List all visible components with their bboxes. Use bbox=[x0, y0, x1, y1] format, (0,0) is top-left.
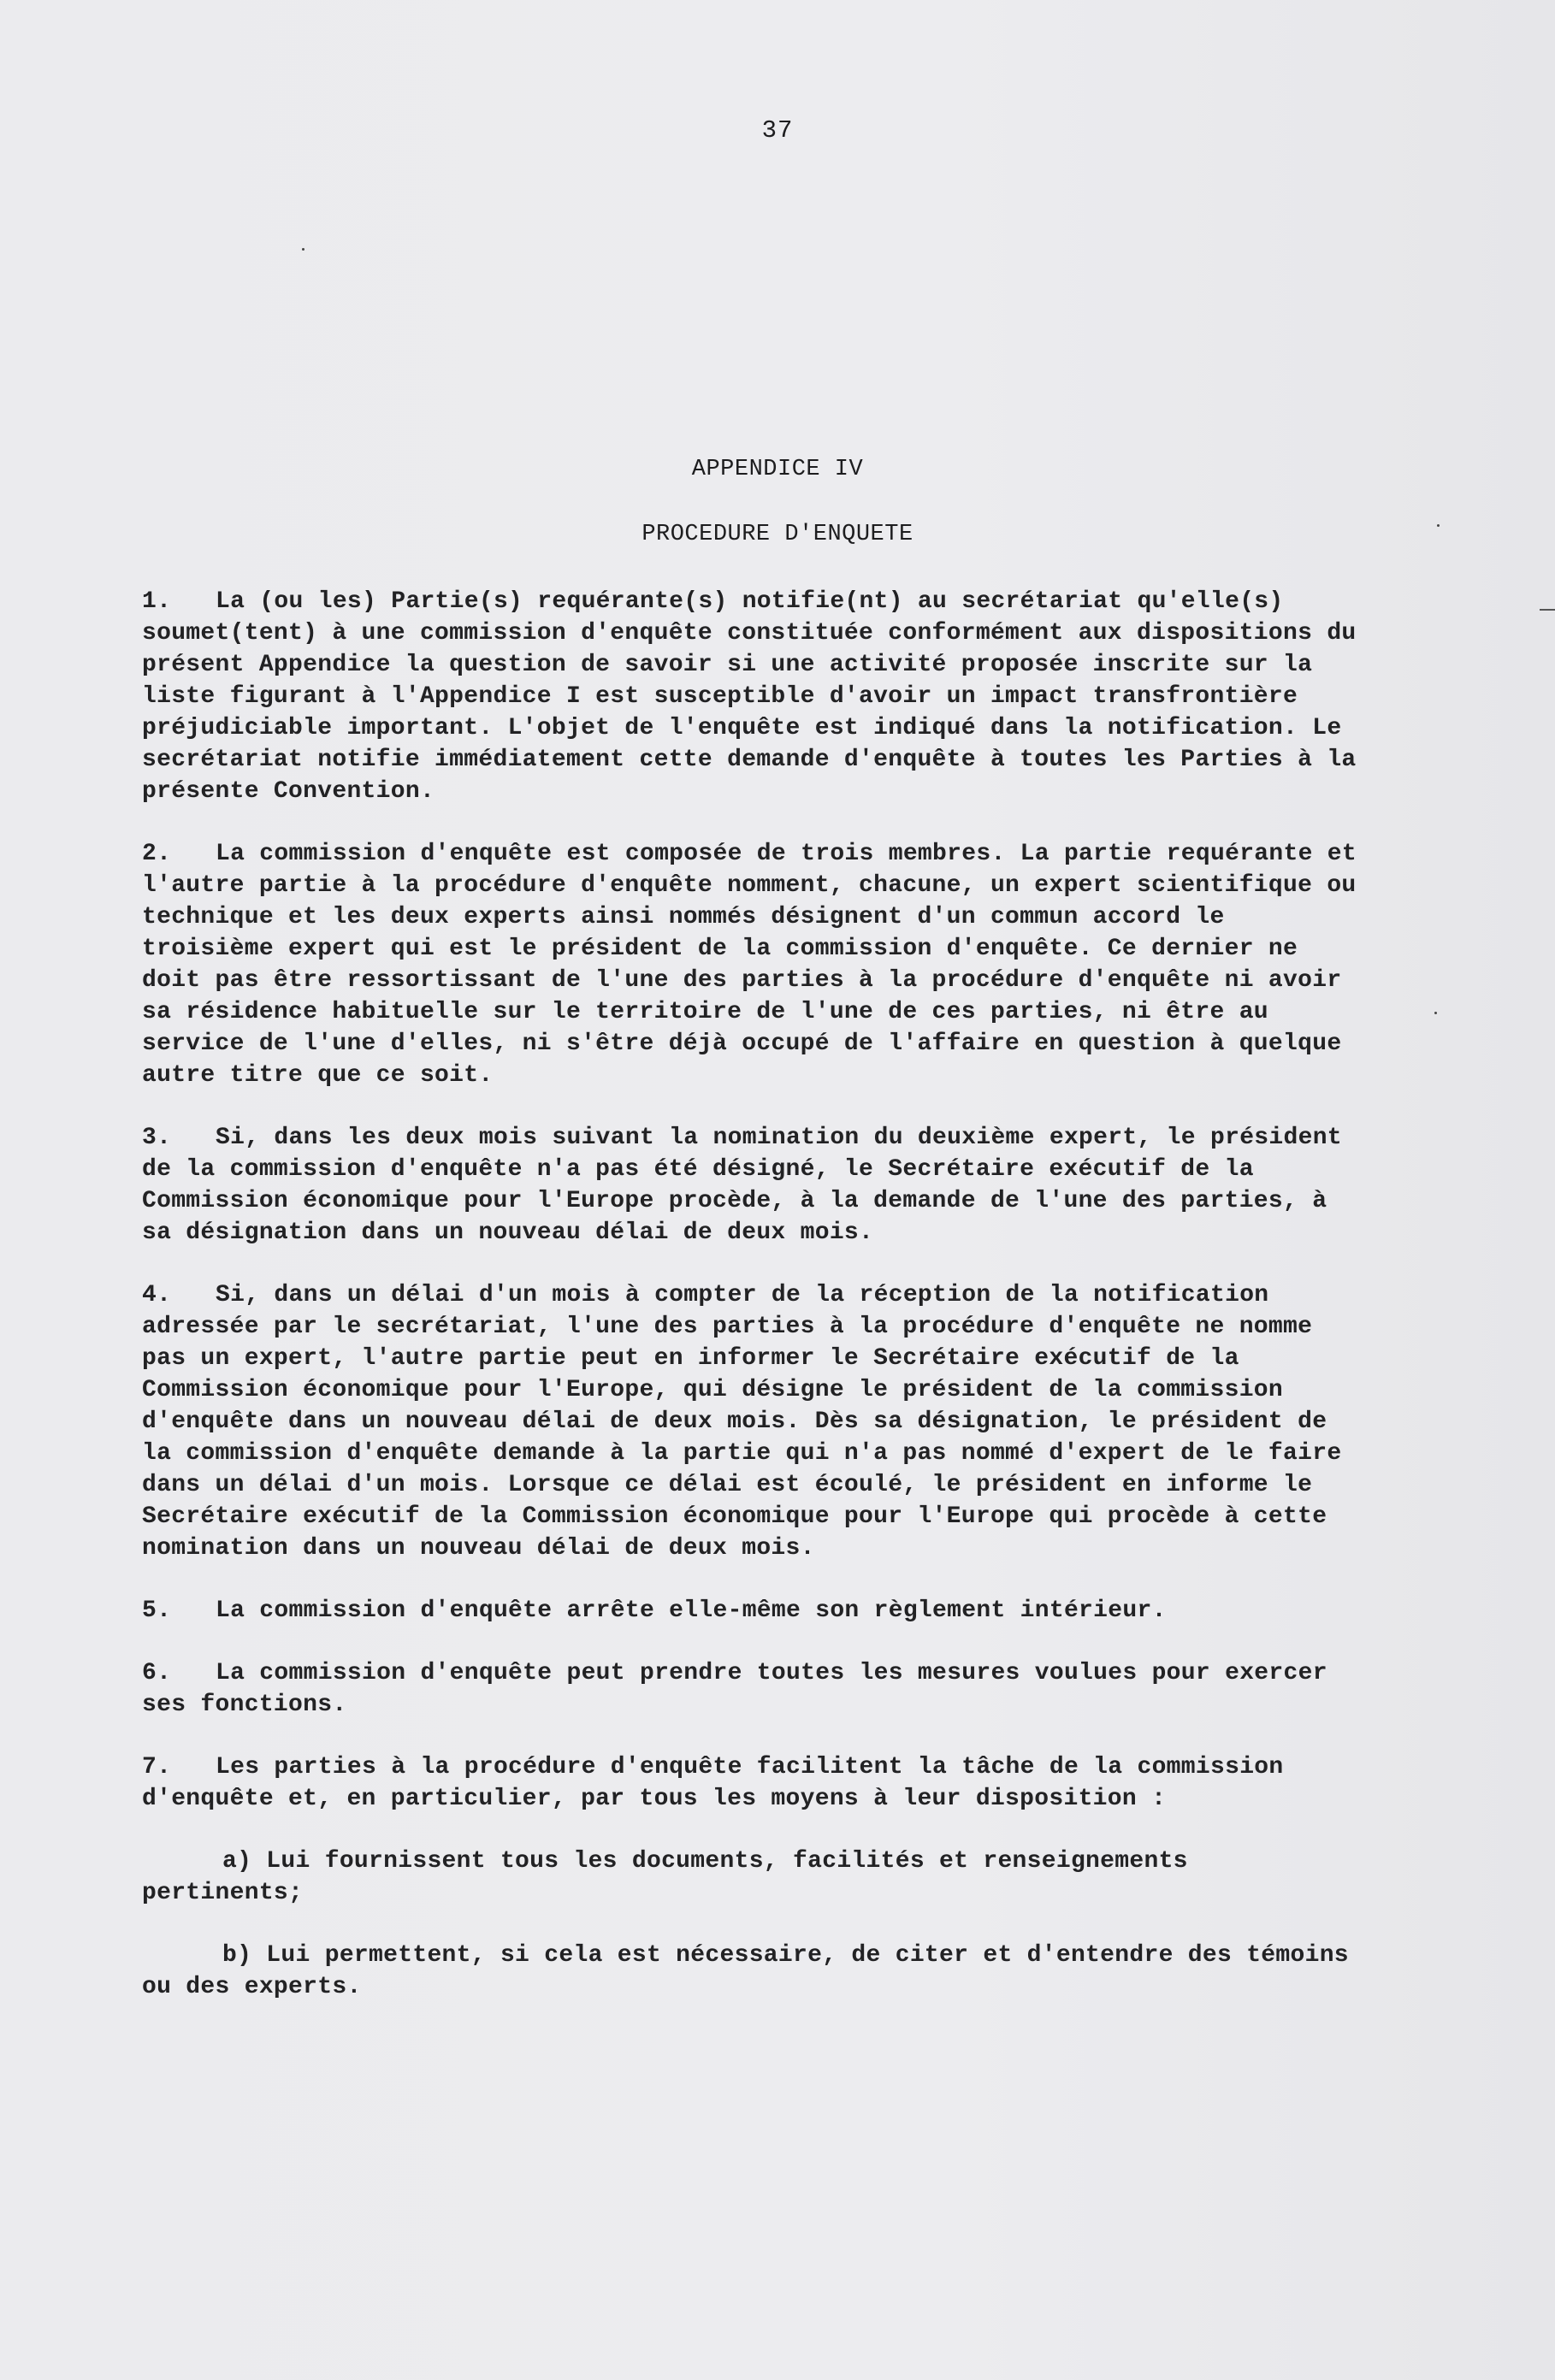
paragraph-3 bbox=[142, 1122, 1357, 1249]
paragraph-number: 2. bbox=[142, 841, 172, 867]
paragraph-text: Les parties à la procédure d'enquête facilitent la tâche de la commission d'enquête et, en particulier, par tous les moyens à leur disposition : bbox=[142, 1754, 1284, 1812]
paragraph-number: 1. bbox=[142, 588, 172, 615]
paragraph-7 bbox=[142, 1751, 1357, 1815]
paragraph-4 bbox=[142, 1279, 1357, 1564]
paragraph-text: Si, dans les deux mois suivant la nomination du deuxième expert, le président de la commission d'enquête n'a pas été désigné, le Secrétaire exécutif de la Commission économique pour l'Europe procède, à la demande de l'une des parties, à sa désignation dans un nouveau délai de deux mois. bbox=[142, 1125, 1342, 1246]
paragraph-number: 3. bbox=[142, 1125, 172, 1151]
subparagraph-b: b) Lui permettent, si cela est nécessaire, de citer et d'entendre des témoins ou des experts. bbox=[142, 1942, 1349, 2000]
paragraph-text: Si, dans un délai d'un mois à compter de la réception de la notification adressée par le secrétariat, l'une des parties à la procédure d'enquête ne nomme pas un expert, l'autre partie peut en informer le Secrétaire exécutif de la Commission économique pour l'Europe, qui désigne le président de la commission d'enquête dans un nouveau délai de deux mois. Dès sa désignation, le président de la commission d'enquête demande à la partie qui n'a pas nommé d'expert de le faire dans un délai d'un mois. Lorsque ce délai est écoulé, le président en informe le Secrétaire exécutif de la Commission économique pour l'Europe qui procède à cette nomination dans un nouveau délai de deux mois. bbox=[142, 1282, 1342, 1562]
appendix-title: APPENDICE IV bbox=[691, 457, 864, 482]
page-number: 37 bbox=[761, 116, 794, 145]
paragraph-number: 7. bbox=[142, 1754, 172, 1781]
paragraph-number: 6. bbox=[142, 1660, 172, 1686]
paragraph-number: 4. bbox=[142, 1282, 172, 1308]
scan-edge-mark bbox=[1540, 609, 1555, 611]
subparagraph-a: a) Lui fournissent tous les documents, facilités et renseignements pertinents; bbox=[142, 1848, 1188, 1906]
paragraph-2 bbox=[142, 838, 1357, 1091]
paragraph-number: 5. bbox=[142, 1597, 172, 1624]
paragraph-1 bbox=[142, 586, 1357, 807]
appendix-subtitle: PROCEDURE D'ENQUETE bbox=[642, 522, 913, 547]
paragraph-5 bbox=[142, 1595, 1357, 1627]
paragraph-6 bbox=[142, 1657, 1357, 1721]
document-body bbox=[142, 586, 1357, 2034]
paragraph-text: La commission d'enquête peut prendre toutes les mesures voulues pour exercer ses fonctions. bbox=[142, 1660, 1327, 1718]
paragraph-text: La commission d'enquête arrête elle-même son règlement intérieur. bbox=[216, 1597, 1167, 1624]
scan-speck bbox=[1434, 1012, 1437, 1014]
paragraph-text: La (ou les) Partie(s) requérante(s) notifie(nt) au secrétariat qu'elle(s) soumet(tent) à une commission d'enquête constituée conformément aux dispositions du présent Appendice la question de savoir si une activité proposée inscrite sur la liste figurant à l'Appendice I est susceptible d'avoir un impact transfrontière préjudiciable important. L'objet de l'enquête est indiqué dans la notification. Le secrétariat notifie immédiatement cette demande d'enquête à toutes les Parties à la présente Convention. bbox=[142, 588, 1357, 805]
paragraph-text: La commission d'enquête est composée de trois membres. La partie requérante et l'autre partie à la procédure d'enquête nomment, chacune, un expert scientifique ou technique et les deux experts ainsi nommés désignent d'un commun accord le troisième expert qui est le président de la commission d'enquête. Ce dernier ne doit pas être ressortissant de l'une des parties à la procédure d'enquête ni avoir sa résidence habituelle sur le territoire de l'une de ces parties, ni être au service de l'une d'elles, ni s'être déjà occupé de l'affaire en question à quelque autre titre que ce soit. bbox=[142, 841, 1357, 1089]
scan-speck bbox=[302, 248, 304, 251]
scan-speck bbox=[1437, 524, 1440, 527]
